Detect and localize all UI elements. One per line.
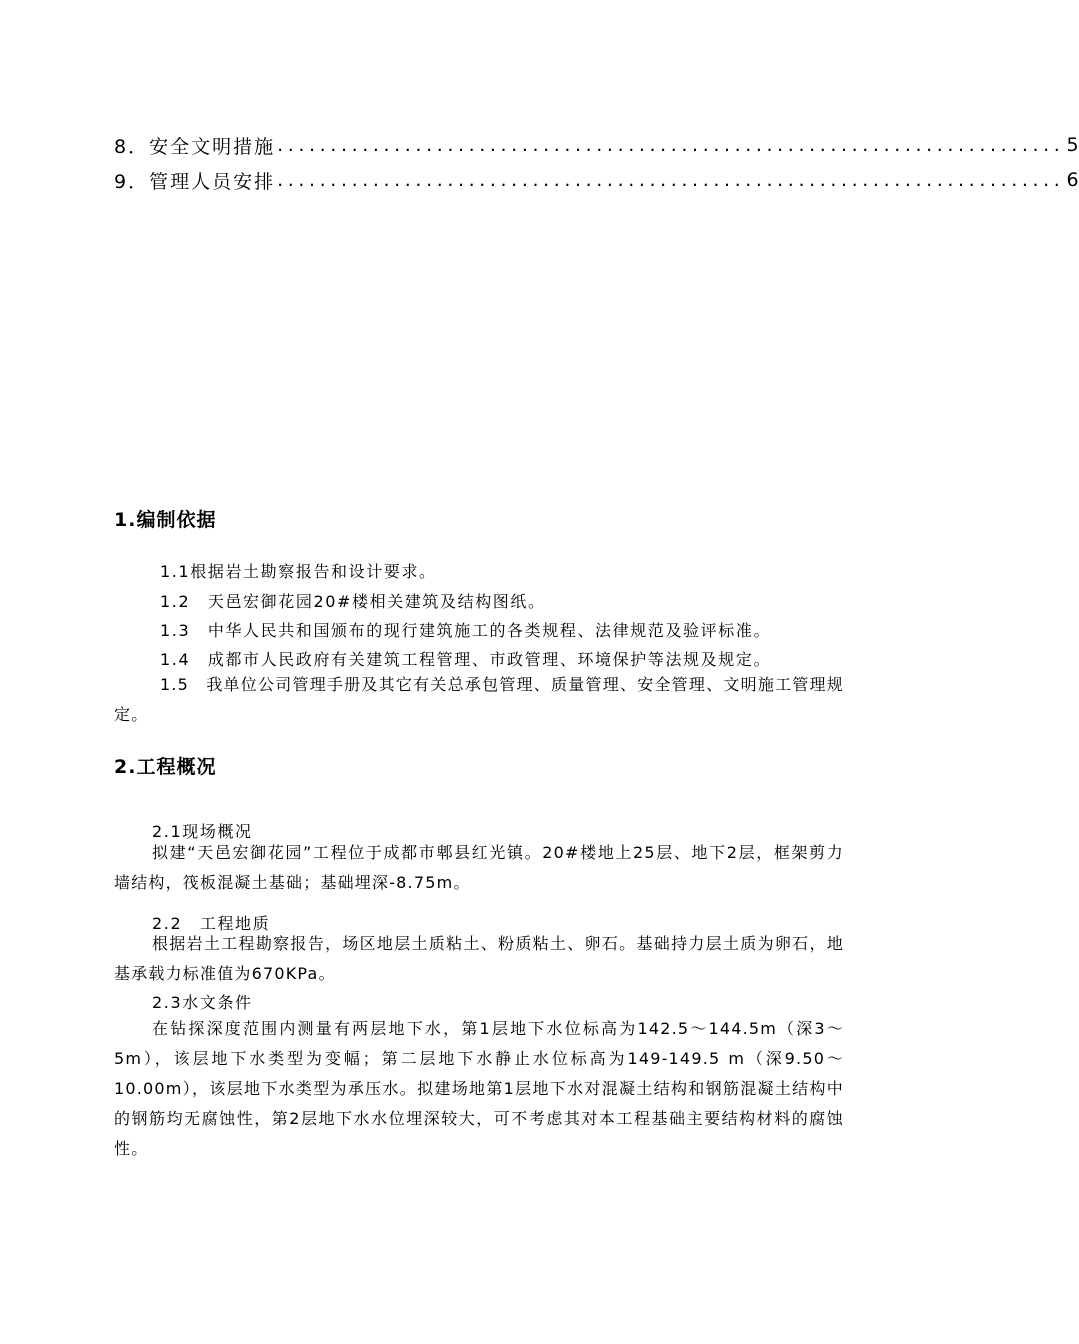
toc-title: 安全文明措施 bbox=[149, 135, 276, 158]
basis-item-4: 1.4 成都市人民政府有关建筑工程管理、市政管理、环境保护等法规及规定。 bbox=[160, 650, 772, 669]
toc-page-number: 6 bbox=[1066, 169, 1079, 191]
basis-item-1: 1.1根据岩土勘察报告和设计要求。 bbox=[160, 562, 437, 581]
subsection-title-geology: 2.2 工程地质 bbox=[152, 914, 271, 933]
toc-entry-9 bbox=[114, 166, 1079, 194]
toc-number: 9． bbox=[114, 170, 150, 193]
toc-leader-dots: .......................................................................... bbox=[277, 134, 1065, 156]
subsection-title-site: 2.1现场概况 bbox=[152, 822, 253, 841]
subsection-text-hydrology: 在钻探深度范围内测量有两层地下水，第1层地下水位标高为142.5～144.5m（深3～5m），该层地下水类型为变幅；第二层地下水静止水位标高为149-149.5 m（深9.50～10.00m），该层地下水类型为承压水。拟建场地第1层地下水对混凝土结构和钢筋混凝土结构中的钢筋均无腐蚀性，第2层地下水水位埋深较大，可不考虑其对本工程基础主要结构材料的腐蚀性。 bbox=[114, 1019, 844, 1158]
basis-item-5: 1.5 我单位公司管理手册及其它有关总承包管理、质量管理、安全管理、文明施工管理规定。 bbox=[114, 675, 844, 724]
subsection-title-hydrology: 2.3水文条件 bbox=[152, 993, 253, 1012]
basis-item-2: 1.2 天邑宏御花园20#楼相关建筑及结构图纸。 bbox=[160, 592, 546, 611]
section-heading-basis: 1.编制依据 bbox=[114, 509, 217, 531]
basis-item-3: 1.3 中华人民共和国颁布的现行建筑施工的各类规程、法律规范及验评标准。 bbox=[160, 621, 772, 640]
subsection-text-geology: 根据岩土工程勘察报告，场区地层土质粘土、粉质粘土、卵石。基础持力层土质为卵石，地基承载力标准值为670KPa。 bbox=[114, 934, 844, 983]
toc-number: 8． bbox=[114, 135, 150, 158]
toc-title: 管理人员安排 bbox=[149, 170, 276, 193]
toc-page-number: 5 bbox=[1066, 134, 1079, 156]
toc-leader-dots: .......................................................................... bbox=[277, 169, 1065, 191]
section-heading-overview: 2.工程概况 bbox=[114, 756, 217, 778]
toc-entry-8 bbox=[114, 131, 1079, 159]
subsection-text-site: 拟建“天邑宏御花园”工程位于成都市郫县红光镇。20#楼地上25层、地下2层，框架剪力墙结构，筏板混凝土基础；基础埋深-8.75m。 bbox=[114, 843, 844, 892]
